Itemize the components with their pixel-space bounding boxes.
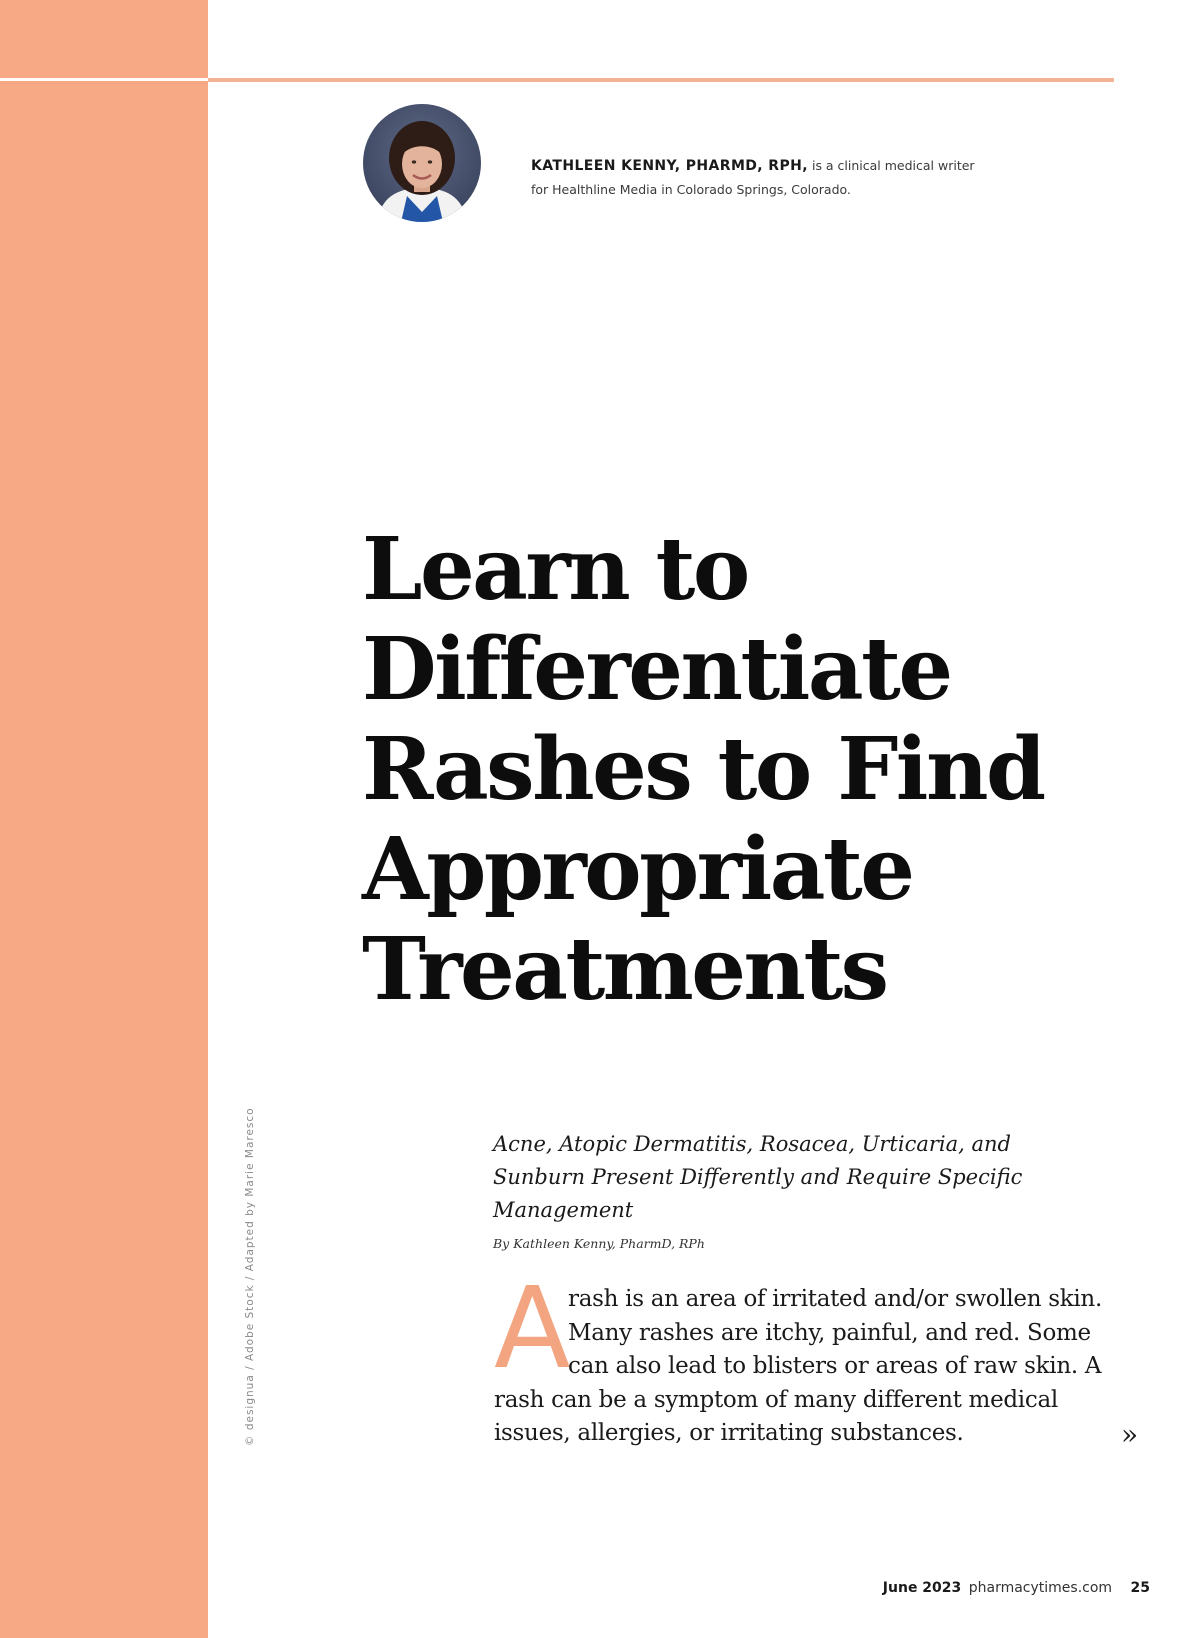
author-bio-line2: for Healthline Media in Colorado Springs, Colorado. (531, 182, 851, 197)
author-name: KATHLEEN KENNY, PHARMD, RPH, (531, 158, 808, 174)
page-number: 25 (1130, 1580, 1150, 1596)
left-color-band (0, 0, 208, 1638)
author-bio (531, 154, 1001, 201)
headline (362, 520, 1122, 1020)
page-footer (883, 1580, 1150, 1596)
left-band-rule (0, 78, 208, 81)
footer-site: pharmacytimes.com (968, 1580, 1113, 1596)
photo-credit: © designua / Adobe Stock / Adapted by Marie Maresco (244, 1107, 256, 1446)
byline: By Kathleen Kenny, PharmD, RPh (493, 1236, 705, 1251)
body-text: rash is an area of irritated and/or swollen skin. Many rashes are itchy, painful, and red. Some can also lead to blisters or areas of raw skin. A rash can be a symptom of many different medical issues, allergies, or irritating substances. (494, 1286, 1102, 1446)
dek-line-3: Management (493, 1198, 634, 1222)
dek-line-1: Acne, Atopic Dermatitis, Rosacea, Urticaria, and (493, 1132, 1011, 1156)
headline-line-3: Rashes to Find (362, 719, 1044, 820)
body-paragraph (494, 1283, 1114, 1451)
top-rule (208, 78, 1114, 82)
footer-date: June 2023 (882, 1580, 962, 1596)
headline-line-4: Appropriate (362, 819, 913, 920)
headline-line-5: Treatments (362, 919, 887, 1020)
author-bio-line1: is a clinical medical writer (811, 158, 975, 173)
dek (493, 1128, 1078, 1227)
headline-line-1: Learn to (362, 519, 748, 620)
continue-arrow-icon: » (1121, 1418, 1139, 1451)
author-photo (363, 104, 481, 222)
dek-line-2: Sunburn Present Differently and Require Specific (493, 1165, 1023, 1189)
drop-cap: A (494, 1264, 571, 1394)
headline-line-2: Differentiate (362, 619, 951, 720)
